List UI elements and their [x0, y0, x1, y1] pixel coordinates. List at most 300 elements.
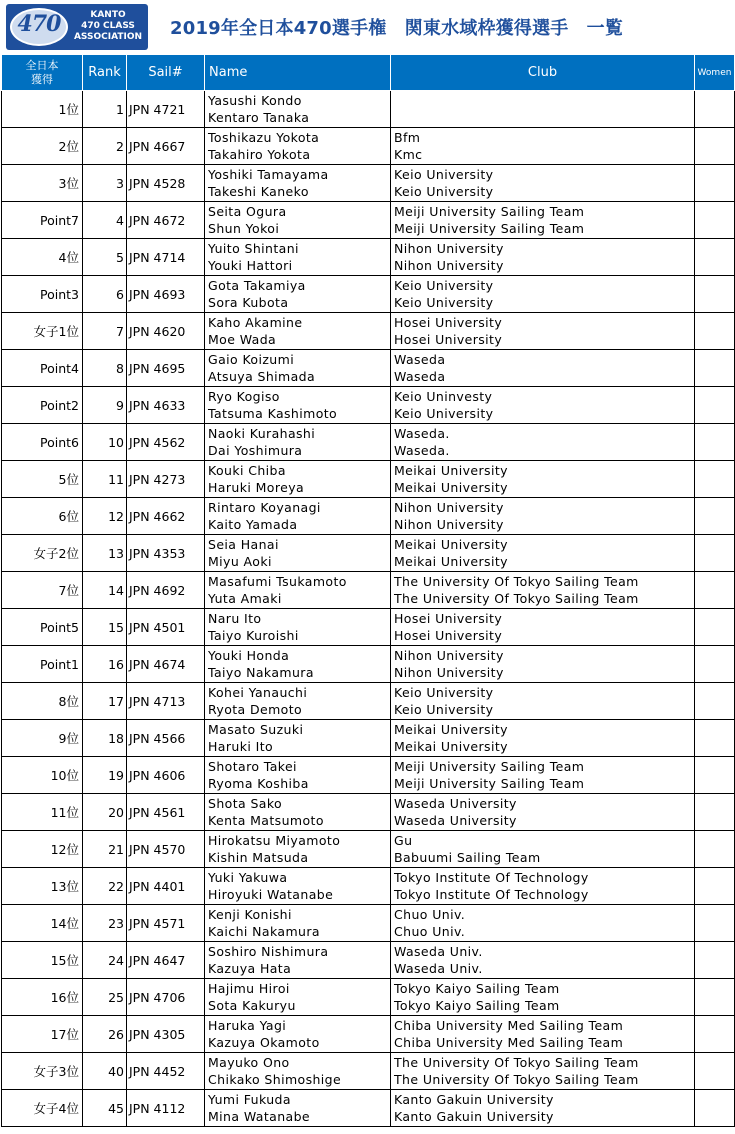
- club-cell: [391, 202, 695, 239]
- crew-name: Kentaro Tanaka: [208, 110, 310, 125]
- rank-cell: 17: [83, 683, 127, 720]
- sail-number-cell: JPN 4528: [127, 165, 205, 202]
- women-cell: [695, 905, 735, 942]
- sail-number-cell: JPN 4695: [127, 350, 205, 387]
- table-row: [2, 609, 735, 646]
- club-cell: [391, 683, 695, 720]
- crew-names-cell: [205, 942, 391, 979]
- award-cell: 6位: [2, 498, 83, 535]
- helm-name: Kouki Chiba: [208, 463, 286, 478]
- helm-club: Waseda: [394, 352, 446, 367]
- club-cell: [391, 91, 695, 128]
- rank-cell: 45: [83, 1090, 127, 1127]
- rank-cell: 11: [83, 461, 127, 498]
- crew-club: Hosei University: [394, 332, 503, 347]
- rank-cell: 25: [83, 979, 127, 1016]
- crew-name: Kenta Matsumoto: [208, 813, 324, 828]
- crew-names-cell: [205, 572, 391, 609]
- crew-name: Moe Wada: [208, 332, 277, 347]
- sail-number-cell: JPN 4674: [127, 646, 205, 683]
- rank-cell: 14: [83, 572, 127, 609]
- award-cell: 1位: [2, 91, 83, 128]
- award-cell: 2位: [2, 128, 83, 165]
- table-row: [2, 387, 735, 424]
- women-cell: [695, 868, 735, 905]
- rank-cell: 40: [83, 1053, 127, 1090]
- sail-number-cell: JPN 4561: [127, 794, 205, 831]
- crew-name: Mina Watanabe: [208, 1109, 311, 1124]
- table-row: [2, 535, 735, 572]
- club-cell: [391, 535, 695, 572]
- crew-names-cell: [205, 868, 391, 905]
- award-cell: 13位: [2, 868, 83, 905]
- club-cell: [391, 794, 695, 831]
- crew-club: [394, 109, 694, 126]
- table-row: [2, 350, 735, 387]
- rank-cell: 16: [83, 646, 127, 683]
- club-cell: [391, 424, 695, 461]
- crew-club: Tokyo Institute Of Technology: [394, 887, 589, 902]
- helm-club: Meikai University: [394, 463, 508, 478]
- rank-cell: 5: [83, 239, 127, 276]
- crew-name: Kishin Matsuda: [208, 850, 309, 865]
- award-cell: Point5: [2, 609, 83, 646]
- crew-name: Taiyo Nakamura: [208, 665, 314, 680]
- crew-club: Waseda: [394, 369, 446, 384]
- helm-name: Naoki Kurahashi: [208, 426, 316, 441]
- rank-cell: 7: [83, 313, 127, 350]
- women-cell: [695, 91, 735, 128]
- sail-number-cell: JPN 4401: [127, 868, 205, 905]
- qualifier-table: [1, 54, 735, 1127]
- sail-number-cell: JPN 4620: [127, 313, 205, 350]
- award-header-line2: 獲得: [31, 72, 53, 86]
- helm-club: Keio University: [394, 685, 494, 700]
- helm-name: Soshiro Nishimura: [208, 944, 329, 959]
- rank-cell: 6: [83, 276, 127, 313]
- women-cell: [695, 165, 735, 202]
- sail-number-cell: JPN 4566: [127, 720, 205, 757]
- club-cell: [391, 387, 695, 424]
- rank-cell: 26: [83, 1016, 127, 1053]
- sail-number-cell: JPN 4667: [127, 128, 205, 165]
- helm-club: Keio University: [394, 278, 494, 293]
- helm-name: Toshikazu Yokota: [208, 130, 320, 145]
- rank-cell: 19: [83, 757, 127, 794]
- crew-names-cell: [205, 720, 391, 757]
- table-row: [2, 868, 735, 905]
- rank-cell: 13: [83, 535, 127, 572]
- crew-names-cell: [205, 350, 391, 387]
- award-cell: 10位: [2, 757, 83, 794]
- rank-cell: 8: [83, 350, 127, 387]
- crew-names-cell: [205, 1090, 391, 1127]
- award-cell: 女子3位: [2, 1053, 83, 1090]
- women-cell: [695, 313, 735, 350]
- sail-number-cell: JPN 4305: [127, 1016, 205, 1053]
- helm-club: Nihon University: [394, 648, 504, 663]
- sail-number-cell: JPN 4112: [127, 1090, 205, 1127]
- club-cell: [391, 128, 695, 165]
- club-cell: [391, 720, 695, 757]
- award-cell: 4位: [2, 239, 83, 276]
- helm-name: Shotaro Takei: [208, 759, 297, 774]
- rank-cell: 1: [83, 91, 127, 128]
- sail-number-cell: JPN 4647: [127, 942, 205, 979]
- rank-cell: 12: [83, 498, 127, 535]
- column-header-name: Name: [205, 55, 391, 91]
- crew-name: Tatsuma Kashimoto: [208, 406, 338, 421]
- rank-cell: 18: [83, 720, 127, 757]
- crew-name: Chikako Shimoshige: [208, 1072, 342, 1087]
- crew-club: Keio University: [394, 406, 494, 421]
- crew-names-cell: [205, 979, 391, 1016]
- women-cell: [695, 128, 735, 165]
- rank-cell: 9: [83, 387, 127, 424]
- helm-name: Hajimu Hiroi: [208, 981, 290, 996]
- women-cell: [695, 683, 735, 720]
- rank-cell: 10: [83, 424, 127, 461]
- award-cell: 7位: [2, 572, 83, 609]
- logo-text-line: 470 CLASS: [81, 21, 135, 31]
- page-header: [0, 0, 735, 54]
- crew-names-cell: [205, 128, 391, 165]
- rank-cell: 3: [83, 165, 127, 202]
- crew-names-cell: [205, 609, 391, 646]
- column-header-sail: Sail#: [127, 55, 205, 91]
- crew-names-cell: [205, 757, 391, 794]
- helm-name: Kohei Yanauchi: [208, 685, 308, 700]
- women-cell: [695, 757, 735, 794]
- crew-names-cell: [205, 1016, 391, 1053]
- helm-club: Tokyo Institute Of Technology: [394, 870, 589, 885]
- award-cell: Point2: [2, 387, 83, 424]
- award-cell: 女子1位: [2, 313, 83, 350]
- crew-name: Kazuya Okamoto: [208, 1035, 320, 1050]
- club-cell: [391, 1016, 695, 1053]
- sail-number-cell: JPN 4714: [127, 239, 205, 276]
- helm-club: Tokyo Kaiyo Sailing Team: [394, 981, 560, 996]
- table-header-row: [2, 55, 735, 91]
- crew-names-cell: [205, 1053, 391, 1090]
- helm-club: Chuo Univ.: [394, 907, 466, 922]
- crew-club: Keio University: [394, 184, 494, 199]
- club-cell: [391, 942, 695, 979]
- club-cell: [391, 572, 695, 609]
- rank-cell: 20: [83, 794, 127, 831]
- crew-club: Chuo Univ.: [394, 924, 466, 939]
- helm-club: Waseda.: [394, 426, 450, 441]
- rank-cell: 2: [83, 128, 127, 165]
- crew-club: Meiji University Sailing Team: [394, 221, 585, 236]
- crew-name: Dai Yoshimura: [208, 443, 303, 458]
- club-cell: [391, 868, 695, 905]
- helm-name: Gaio Koizumi: [208, 352, 295, 367]
- crew-names-cell: [205, 91, 391, 128]
- award-cell: Point6: [2, 424, 83, 461]
- women-cell: [695, 202, 735, 239]
- women-cell: [695, 535, 735, 572]
- helm-name: Youki Honda: [208, 648, 290, 663]
- table-row: [2, 720, 735, 757]
- women-cell: [695, 239, 735, 276]
- sail-number-cell: JPN 4713: [127, 683, 205, 720]
- sail-number-cell: JPN 4501: [127, 609, 205, 646]
- rank-cell: 24: [83, 942, 127, 979]
- sail-number-cell: JPN 4570: [127, 831, 205, 868]
- table-row: [2, 979, 735, 1016]
- crew-club: Babuumi Sailing Team: [394, 850, 541, 865]
- crew-club: Keio University: [394, 702, 494, 717]
- sail-number-cell: JPN 4662: [127, 498, 205, 535]
- award-cell: Point1: [2, 646, 83, 683]
- crew-name: Yuta Amaki: [208, 591, 282, 606]
- helm-club: Kanto Gakuin University: [394, 1092, 554, 1107]
- award-cell: 17位: [2, 1016, 83, 1053]
- award-cell: Point4: [2, 350, 83, 387]
- women-cell: [695, 424, 735, 461]
- award-cell: Point3: [2, 276, 83, 313]
- crew-name: Shun Yokoi: [208, 221, 280, 236]
- crew-club: Meikai University: [394, 480, 508, 495]
- table-row: [2, 128, 735, 165]
- sail-number-cell: JPN 4706: [127, 979, 205, 1016]
- helm-club: Nihon University: [394, 500, 504, 515]
- table-row: [2, 313, 735, 350]
- award-cell: 9位: [2, 720, 83, 757]
- award-cell: 女子2位: [2, 535, 83, 572]
- crew-names-cell: [205, 794, 391, 831]
- helm-club: Keio Uninvesty: [394, 389, 493, 404]
- crew-club: Nihon University: [394, 258, 504, 273]
- sail-number-cell: JPN 4693: [127, 276, 205, 313]
- helm-name: Kenji Konishi: [208, 907, 292, 922]
- crew-club: Hosei University: [394, 628, 503, 643]
- club-cell: [391, 165, 695, 202]
- crew-club: Waseda.: [394, 443, 450, 458]
- crew-club: The University Of Tokyo Sailing Team: [394, 591, 639, 606]
- club-cell: [391, 1090, 695, 1127]
- sail-number-cell: JPN 4633: [127, 387, 205, 424]
- logo-text-line: ASSOCIATION: [73, 32, 143, 42]
- sail-number-cell: JPN 4672: [127, 202, 205, 239]
- crew-name: Ryoma Koshiba: [208, 776, 309, 791]
- table-row: [2, 646, 735, 683]
- club-cell: [391, 646, 695, 683]
- crew-name: Haruki Ito: [208, 739, 274, 754]
- crew-names-cell: [205, 461, 391, 498]
- helm-name: Yoshiki Tamayama: [208, 167, 329, 182]
- crew-names-cell: [205, 535, 391, 572]
- crew-names-cell: [205, 905, 391, 942]
- sail-number-cell: JPN 4273: [127, 461, 205, 498]
- helm-club: Nihon University: [394, 241, 504, 256]
- award-cell: 11位: [2, 794, 83, 831]
- logo-text-line: KANTO: [90, 10, 126, 20]
- crew-names-cell: [205, 239, 391, 276]
- women-cell: [695, 720, 735, 757]
- table-row: [2, 683, 735, 720]
- crew-names-cell: [205, 646, 391, 683]
- sail-number-cell: JPN 4353: [127, 535, 205, 572]
- table-row: [2, 498, 735, 535]
- award-cell: 14位: [2, 905, 83, 942]
- sail-number-cell: JPN 4606: [127, 757, 205, 794]
- helm-club: Keio University: [394, 167, 494, 182]
- crew-club: Waseda Univ.: [394, 961, 483, 976]
- helm-club: Waseda Univ.: [394, 944, 483, 959]
- award-cell: 15位: [2, 942, 83, 979]
- table-row: [2, 794, 735, 831]
- helm-name: Yuito Shintani: [208, 241, 299, 256]
- club-cell: [391, 609, 695, 646]
- table-row: [2, 1090, 735, 1127]
- women-cell: [695, 461, 735, 498]
- club-cell: [391, 313, 695, 350]
- club-cell: [391, 1053, 695, 1090]
- women-cell: [695, 276, 735, 313]
- club-cell: [391, 461, 695, 498]
- crew-name: Kaito Yamada: [208, 517, 298, 532]
- crew-name: Sota Kakuryu: [208, 998, 296, 1013]
- crew-name: Takeshi Kaneko: [208, 184, 309, 199]
- crew-club: Meikai University: [394, 554, 508, 569]
- crew-club: Waseda University: [394, 813, 517, 828]
- sail-number-cell: JPN 4721: [127, 91, 205, 128]
- helm-club: [394, 92, 694, 109]
- table-row: [2, 165, 735, 202]
- column-header-women: Women: [695, 55, 735, 91]
- rank-cell: 4: [83, 202, 127, 239]
- award-cell: 12位: [2, 831, 83, 868]
- crew-names-cell: [205, 313, 391, 350]
- helm-club: Gu: [394, 833, 413, 848]
- logo-number: 470: [17, 11, 61, 37]
- crew-club: Kmc: [394, 147, 423, 162]
- award-cell: 5位: [2, 461, 83, 498]
- helm-club: Meikai University: [394, 722, 508, 737]
- award-cell: 女子4位: [2, 1090, 83, 1127]
- sail-number-cell: JPN 4692: [127, 572, 205, 609]
- helm-club: Chiba University Med Sailing Team: [394, 1018, 624, 1033]
- helm-name: Yuki Yakuwa: [208, 870, 288, 885]
- crew-names-cell: [205, 387, 391, 424]
- women-cell: [695, 1016, 735, 1053]
- table-row: [2, 276, 735, 313]
- helm-club: Waseda University: [394, 796, 517, 811]
- column-header-club: Club: [391, 55, 695, 91]
- crew-names-cell: [205, 165, 391, 202]
- helm-name: Shota Sako: [208, 796, 283, 811]
- crew-name: Takahiro Yokota: [208, 147, 311, 162]
- crew-club: Nihon University: [394, 517, 504, 532]
- sail-number-cell: JPN 4571: [127, 905, 205, 942]
- table-row: [2, 202, 735, 239]
- table-row: [2, 572, 735, 609]
- crew-club: Nihon University: [394, 665, 504, 680]
- award-cell: 16位: [2, 979, 83, 1016]
- helm-name: Haruka Yagi: [208, 1018, 287, 1033]
- helm-name: Naru Ito: [208, 611, 262, 626]
- helm-name: Kaho Akamine: [208, 315, 303, 330]
- women-cell: [695, 350, 735, 387]
- award-cell: 3位: [2, 165, 83, 202]
- column-header-rank: Rank: [83, 55, 127, 91]
- crew-names-cell: [205, 276, 391, 313]
- table-row: [2, 461, 735, 498]
- helm-name: Masato Suzuki: [208, 722, 304, 737]
- table-row: [2, 905, 735, 942]
- table-row: [2, 1053, 735, 1090]
- club-cell: [391, 276, 695, 313]
- rank-cell: 22: [83, 868, 127, 905]
- table-row: [2, 831, 735, 868]
- helm-name: Masafumi Tsukamoto: [208, 574, 347, 589]
- rank-cell: 23: [83, 905, 127, 942]
- crew-name: Ryota Demoto: [208, 702, 303, 717]
- table-row: [2, 91, 735, 128]
- women-cell: [695, 794, 735, 831]
- helm-name: Gota Takamiya: [208, 278, 306, 293]
- crew-name: Hiroyuki Watanabe: [208, 887, 334, 902]
- helm-name: Mayuko Ono: [208, 1055, 290, 1070]
- women-cell: [695, 1090, 735, 1127]
- table-row: [2, 424, 735, 461]
- helm-club: Hosei University: [394, 611, 503, 626]
- crew-name: Kazuya Hata: [208, 961, 292, 976]
- helm-name: Yasushi Kondo: [208, 93, 302, 108]
- crew-name: Miyu Aoki: [208, 554, 272, 569]
- helm-club: Meikai University: [394, 537, 508, 552]
- crew-club: Meiji University Sailing Team: [394, 776, 585, 791]
- sail-number-cell: JPN 4562: [127, 424, 205, 461]
- helm-club: Hosei University: [394, 315, 503, 330]
- helm-name: Seia Hanai: [208, 537, 279, 552]
- rank-cell: 21: [83, 831, 127, 868]
- award-cell: 8位: [2, 683, 83, 720]
- helm-club: Meiji University Sailing Team: [394, 759, 585, 774]
- club-cell: [391, 905, 695, 942]
- sail-number-cell: JPN 4452: [127, 1053, 205, 1090]
- award-cell: Point7: [2, 202, 83, 239]
- table-row: [2, 757, 735, 794]
- table-row: [2, 239, 735, 276]
- crew-club: Kanto Gakuin University: [394, 1109, 554, 1124]
- women-cell: [695, 831, 735, 868]
- logo-text: [70, 10, 146, 43]
- women-cell: [695, 979, 735, 1016]
- table-body: [2, 91, 735, 1127]
- crew-names-cell: [205, 683, 391, 720]
- table-row: [2, 1016, 735, 1053]
- rank-cell: 15: [83, 609, 127, 646]
- women-cell: [695, 942, 735, 979]
- crew-names-cell: [205, 424, 391, 461]
- crew-name: Sora Kubota: [208, 295, 289, 310]
- helm-club: The University Of Tokyo Sailing Team: [394, 1055, 639, 1070]
- helm-name: Seita Ogura: [208, 204, 287, 219]
- women-cell: [695, 646, 735, 683]
- crew-names-cell: [205, 831, 391, 868]
- women-cell: [695, 498, 735, 535]
- crew-name: Taiyo Kuroishi: [208, 628, 299, 643]
- crew-names-cell: [205, 202, 391, 239]
- crew-name: Atsuya Shimada: [208, 369, 316, 384]
- club-cell: [391, 979, 695, 1016]
- helm-club: The University Of Tokyo Sailing Team: [394, 574, 639, 589]
- women-cell: [695, 387, 735, 424]
- club-cell: [391, 831, 695, 868]
